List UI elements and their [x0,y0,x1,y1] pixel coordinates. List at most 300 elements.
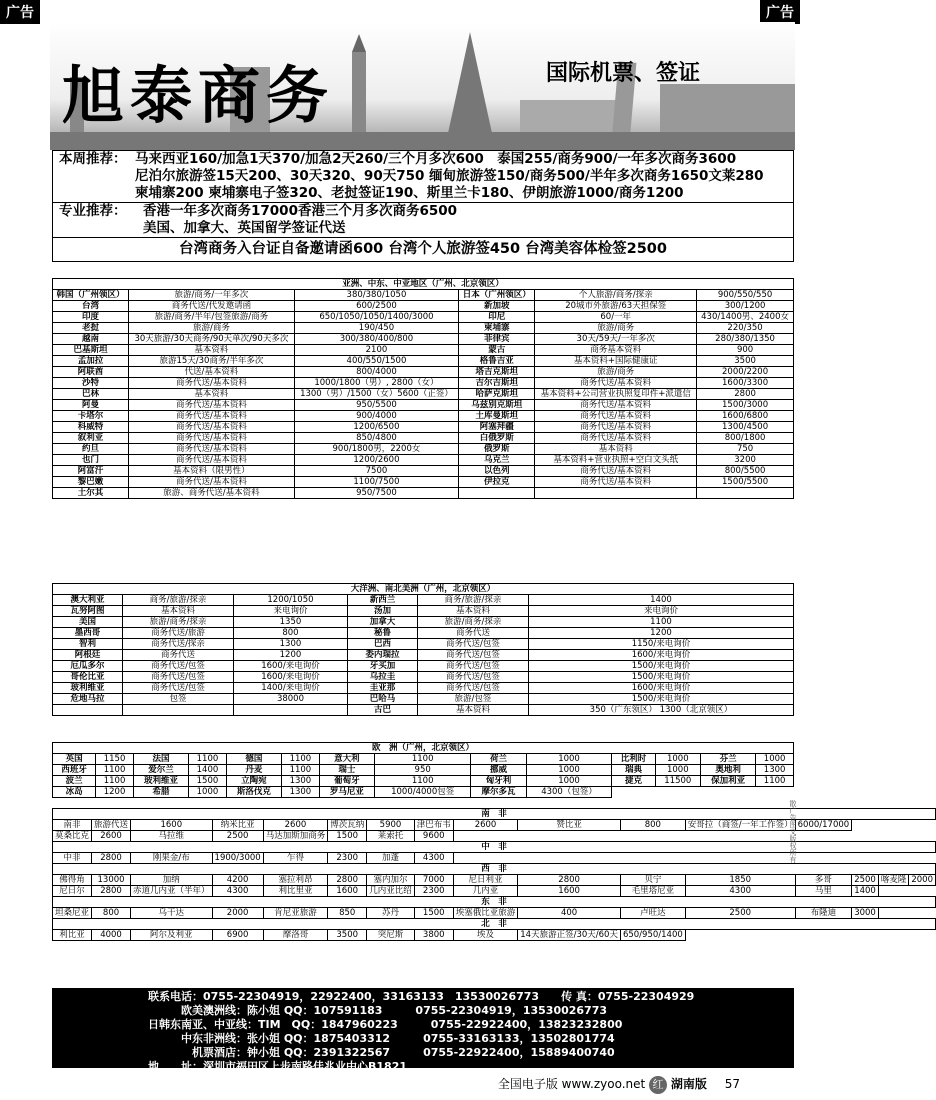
table-cell: 包签 [123,694,234,705]
table-cell: 马里 [795,886,852,897]
table-row [53,908,936,919]
table-row [53,345,794,356]
table-cell: 塔吉克斯坦 [459,367,535,378]
table-cell: 英国 [53,754,96,765]
table-cell: 1600/来电询价 [528,683,793,694]
table-cell: 商务代送/包签 [418,683,529,694]
table-row [53,606,794,617]
table-cell: 北 非 [53,919,936,930]
table-cell: 芬兰 [700,754,755,765]
table-cell: 800 [233,628,347,639]
table-cell: 1300（男）/1500（女）5600（正签） [294,389,458,400]
table-cell: 卢旺达 [620,908,685,919]
table-cell: 罗马尼亚 [319,787,374,798]
table-cell: 900/1800男，2200女 [294,444,458,455]
table-cell: 莱索托 [367,831,415,842]
table-cell: 1300 [233,639,347,650]
table-cell: 商务代送 [123,650,234,661]
table-cell: 比利时 [612,754,655,765]
section-header [53,584,794,595]
table-cell: 1600/来电询价 [233,672,347,683]
table-cell [233,705,347,716]
table-cell: 3200 [697,455,794,466]
table-cell [697,488,794,499]
table-row [53,787,794,798]
table-cell: 商务代送/包签 [418,661,529,672]
table-cell: 旅游15天/30商务/半年多次 [129,356,295,367]
table-cell: 基本资料 [418,606,529,617]
table-cell: 2300 [328,853,367,864]
table-cell: 伊拉克 [459,477,535,488]
table-cell: 1400 [189,765,227,776]
table-cell: 利比里亚 [263,886,328,897]
table-cell: 1600/来电询价 [233,661,347,672]
table-cell: 吉尔吉斯坦 [459,378,535,389]
table-cell: 布隆迪 [795,908,852,919]
table-cell: 委内瑞拉 [347,650,417,661]
table-cell [459,488,535,499]
table-cell: 新加坡 [459,301,535,312]
table-row [53,444,794,455]
table-cell: 尼日尔 [53,886,92,897]
table-cell: 900/550/550 [697,290,794,301]
table-cell: 旅游/商务 [535,323,697,334]
table-cell: 塞内加尔 [367,875,415,886]
table-row [53,455,794,466]
table-row [53,661,794,672]
promo-box [52,150,794,262]
table-cell: 1000/4000包签 [374,787,470,798]
table-cell: 2600 [453,820,518,831]
table-cell: 800/5500 [697,466,794,477]
table-cell: 14天旅游正签/30天/60天 [518,930,621,941]
table-cell: 加纳 [131,875,213,886]
table-cell: 1100 [96,765,134,776]
table-cell: 乍得 [263,853,328,864]
table-cell: 瑞典 [612,765,655,776]
table-cell: 巴哈马 [347,694,417,705]
table-cell: 1200 [96,787,134,798]
table-cell: 商务/旅游/探亲 [418,595,529,606]
table-cell: 阿根廷 [53,650,123,661]
table-cell: 商务代送/基本资料 [129,411,295,422]
table-cell: 奥地利 [700,765,755,776]
table-cell: 爱尔兰 [133,765,188,776]
table-cell: 斯洛伐克 [226,787,281,798]
table-cell: 西 非 [53,864,936,875]
table-cell: 葡萄牙 [319,776,374,787]
table-row [53,389,794,400]
table-cell: 基本资料 [418,705,529,716]
table-cell: 古巴 [347,705,417,716]
table-cell: 旅游/包签 [418,694,529,705]
brand-title: 旭泰商务 [62,59,335,132]
table-cell: 安哥拉（商签/一年工作签） [685,820,795,831]
table-cell: 立陶宛 [226,776,281,787]
table-row [53,290,794,301]
table-cell: 德国 [226,754,281,765]
table-cell: 商务代送/探亲 [123,639,234,650]
table-cell: 孟加拉 [53,356,129,367]
table-cell: 商务代送 [418,628,529,639]
table-cell: 1350 [233,617,347,628]
table-cell: 基本资料+营业执照+空白文头纸 [535,455,697,466]
table-row [53,466,794,477]
table-cell: 1000 [655,754,700,765]
table-cell: 商务代送/包签 [418,650,529,661]
table-cell: 商务代送/基本资料 [535,400,697,411]
table-cell: 哈萨克斯坦 [459,389,535,400]
table-cell: 阿尔及利亚 [131,930,213,941]
table-cell: 中非 [53,853,92,864]
table-cell: 6000/17000 [795,820,852,831]
table-cell: 亚洲、中东、中亚地区（广州、北京领区） [53,279,794,290]
footer-line: 日韩东南亚、中亚线：TIM QQ：1847960223 0755-22922400，13823232800 [148,1018,623,1031]
table-cell: 加蓬 [367,853,415,864]
table-cell: 旅游/商务/探亲 [418,617,529,628]
table-cell: 欧 洲（广州，北京领区） [53,743,794,754]
table-row [53,705,794,716]
table-cell: 波兰 [53,776,96,787]
africa-table [52,808,936,941]
table-cell: 乌克兰 [459,455,535,466]
table-cell: 商务代送/基本资料 [129,378,295,389]
table-cell: 1200/1050 [233,595,347,606]
table-cell: 摩尔多瓦 [471,787,526,798]
table-row [53,595,794,606]
table-cell: 1600/3300 [697,378,794,389]
table-cell: 4300 [685,886,795,897]
table-cell: 38000 [233,694,347,705]
table-cell: 商务代送/包签 [418,639,529,650]
table-cell: 个人旅游/商务/探亲 [535,290,697,301]
table-cell: 菲律宾 [459,334,535,345]
table-row [53,312,794,323]
table-cell: 1400/来电询价 [233,683,347,694]
red-badge-icon: 红 [649,1076,667,1094]
table-cell: 1200 [233,650,347,661]
table-cell: 800/1800 [697,433,794,444]
table-row [53,411,794,422]
table-cell: 几内亚比绍 [367,886,415,897]
table-row [53,875,936,886]
table-cell: 350（广东领区） 1300（北京领区） [528,705,793,716]
table-row [53,617,794,628]
table-cell: 美国 [53,617,123,628]
table-cell: 赞比亚 [518,820,621,831]
table-cell: 6900 [212,930,263,941]
table-cell: 新西兰 [347,595,417,606]
table-cell: 1500/来电询价 [528,694,793,705]
table-cell: 220/350 [697,323,794,334]
table-cell: 13000 [92,875,131,886]
table-cell: 1100/7500 [294,477,458,488]
table-cell: 赤道几内亚（半年） [131,886,213,897]
table-cell: 旅游/商务 [129,323,295,334]
table-cell: 尼日利亚 [453,875,518,886]
table-cell: 印度 [53,312,129,323]
table-cell: 保加利亚 [700,776,755,787]
table-cell: 旅游、商务代送/基本资料 [129,488,295,499]
pro-line: 美国、加拿大、英国留学签证代送 [143,220,346,236]
table-cell: 1000 [189,787,227,798]
table-cell: 莫桑比克 [53,831,92,842]
table-cell: 380/380/1050 [294,290,458,301]
table-cell: 来电询价 [233,606,347,617]
edition-label: 湖南版 [670,1077,707,1091]
table-cell: 纳米比亚 [212,820,263,831]
ad-label-right: 广告 [760,0,800,24]
table-cell: 9600 [414,831,453,842]
table-cell: 白俄罗斯 [459,433,535,444]
table-cell: 1100 [189,754,227,765]
table-row [53,886,936,897]
table-row [53,776,794,787]
table-cell: 荷兰 [471,754,526,765]
table-cell: 喀麦隆 [878,875,909,886]
table-row [53,356,794,367]
table-cell: 1500/3000 [697,400,794,411]
table-cell: 1100 [282,754,320,765]
table-cell: 冰岛 [53,787,96,798]
table-cell: 多哥 [795,875,852,886]
table-cell: 商务代送/包签 [123,672,234,683]
table-cell: 2000 [909,875,936,886]
table-cell: 阿富汗 [53,466,129,477]
section-header [53,864,936,875]
table-cell: 7000 [414,875,453,886]
table-cell: 1600 [518,886,621,897]
table-cell: 650/950/1400 [620,930,685,941]
table-cell: 马拉维 [131,831,213,842]
table-cell: 东 非 [53,897,936,908]
table-row [53,754,794,765]
asia-table [52,278,794,499]
table-cell: 1150/来电询价 [528,639,793,650]
table-cell: 基本资料 [129,345,295,356]
table-cell: 台湾 [53,301,129,312]
contact-footer [52,988,794,1073]
table-cell: 800 [620,820,685,831]
table-cell: 850/4800 [294,433,458,444]
table-cell: 科威特 [53,422,129,433]
table-cell: 950/5500 [294,400,458,411]
table-cell: 苏丹 [367,908,415,919]
table-cell: 1900/3000 [212,853,263,864]
table-cell: 巴林 [53,389,129,400]
table-cell: 2300 [414,886,453,897]
table-cell: 850 [328,908,367,919]
section-header [53,919,936,930]
table-cell: 阿联酋 [53,367,129,378]
table-cell: 1400 [528,595,793,606]
table-cell: 基本资料（限男性） [129,466,295,477]
table-cell: 商务代送/代发邀请函 [129,301,295,312]
weekly-line: 柬埔寨200 柬埔寨电子签320、老挝签证190、斯里兰卡180、伊朗旅游1000/商务1200 [135,185,684,201]
table-row [53,683,794,694]
table-cell: 哥伦比亚 [53,672,123,683]
table-cell: 格鲁吉亚 [459,356,535,367]
side-note: 散广告图文版权所有 [789,800,797,863]
table-cell: 商务代送/包签 [418,672,529,683]
table-cell: 代送/基本资料 [129,367,295,378]
table-row [53,433,794,444]
table-cell: 旅游/商务/一年多次 [129,290,295,301]
table-cell: 马达加斯加商务 [263,831,328,842]
footer-line: 欧美澳洲线：陈小姐 QQ：107591183 0755-22304919，13530026773 [148,1004,608,1017]
table-cell: 3500 [697,356,794,367]
table-cell: 沙特 [53,378,129,389]
table-cell: 智利 [53,639,123,650]
table-cell: 4300（包签） [526,787,612,798]
table-cell: 希腊 [133,787,188,798]
section-header [53,809,936,820]
table-cell: 750 [697,444,794,455]
table-cell: 旅游/商务/探亲 [123,617,234,628]
table-cell: 商务代送/旅游 [123,628,234,639]
table-cell: 1850 [685,875,795,886]
table-cell: 1300 [282,776,320,787]
table-cell: 800 [92,908,131,919]
table-cell: 1400 [852,886,879,897]
table-cell: 1500 [414,908,453,919]
table-cell: 3800 [414,930,453,941]
table-cell: 津巴布韦 [414,820,453,831]
table-row [53,367,794,378]
page-number: 57 [724,1077,740,1091]
table-cell: 2100 [294,345,458,356]
weekly-line: 尼泊尔旅游签15天200、30天320、90天750 缅甸旅游签150/商务500/半年多次商务1650文莱280 [135,168,764,184]
table-cell: 埃塞俄比亚旅游 [453,908,518,919]
table-cell: 旅游/商务 [535,367,697,378]
table-cell: 1100 [96,776,134,787]
table-cell: 1100 [528,617,793,628]
table-cell: 3500 [328,930,367,941]
section-header [53,279,794,290]
table-cell: 巴西 [347,639,417,650]
table-cell: 2000 [212,908,263,919]
table-row [53,930,936,941]
table-cell: 1600 [328,886,367,897]
table-cell: 2500 [852,875,879,886]
table-cell: 阿曼 [53,400,129,411]
table-row [53,831,936,842]
table-cell: 印尼 [459,312,535,323]
table-cell: 3000 [852,908,879,919]
table-cell: 2800 [697,389,794,400]
table-cell: 突尼斯 [367,930,415,941]
table-cell: 毛里塔尼亚 [620,886,685,897]
table-cell: 5900 [367,820,415,831]
table-cell: 西班牙 [53,765,96,776]
table-cell: 1600 [131,820,213,831]
pro-label: 专业推荐： [59,203,127,219]
table-cell: 埃及 [453,930,518,941]
weekly-label: 本周推荐： [59,151,127,167]
table-cell: 基本资料 [535,444,697,455]
table-cell: 蒙古 [459,345,535,356]
table-cell: 玻利维亚 [133,776,188,787]
table-cell: 商务代送/基本资料 [129,400,295,411]
table-cell: 商务代送/基本资料 [129,433,295,444]
table-row [53,765,794,776]
table-cell: 1000 [526,765,612,776]
table-cell: 利比亚 [53,930,92,941]
table-cell: 1200/6500 [294,422,458,433]
table-cell: 1500/来电询价 [528,661,793,672]
table-cell: 商务代送/基本资料 [535,422,697,433]
table-cell: 商务代送/包签 [123,683,234,694]
table-cell: 2800 [92,853,131,864]
table-cell: 1500/来电询价 [528,672,793,683]
table-cell: 越南 [53,334,129,345]
table-cell: 950 [374,765,470,776]
table-cell: 约旦 [53,444,129,455]
table-cell: 乌兹别克斯坦 [459,400,535,411]
table-cell: 南非 [53,820,92,831]
table-cell: 商务代送/基本资料 [129,455,295,466]
taiwan-promo: 台湾商务入台证自备邀请函600 台湾个人旅游签450 台湾美容体检签2500 [179,241,667,257]
table-row [53,488,794,499]
table-cell: 1100 [374,754,470,765]
table-row [53,853,936,864]
slogan: 国际机票、签证 [546,60,701,86]
table-cell: 30天旅游/30天商务/90天单次/90天多次 [129,334,295,345]
table-cell: 墨西哥 [53,628,123,639]
table-cell: 韩国（广州领区） [53,290,129,301]
table-cell: 4200 [212,875,263,886]
table-cell: 巴基斯坦 [53,345,129,356]
table-cell: 土库曼斯坦 [459,411,535,422]
table-cell: 中 非 [53,842,936,853]
table-row [53,672,794,683]
table-cell: 瓦努阿图 [53,606,123,617]
table-cell: 肯尼亚旅游 [263,908,328,919]
footer-line: 联系电话：0755-22304919，22922400，33163133 13530026773 传 真：0755-22304929 [148,990,695,1003]
table-cell: 塞拉利昂 [263,875,328,886]
footer-line: 机票酒店：钟小姐 QQ：2391322567 0755-22922400，15889400740 [148,1046,615,1059]
table-cell: 400/550/1500 [294,356,458,367]
table-cell: 土尔其 [53,488,129,499]
table-cell: 澳大利亚 [53,595,123,606]
table-cell [535,488,697,499]
section-header [53,842,936,853]
table-cell: 300/380/400/800 [294,334,458,345]
table-cell: 坦桑尼亚 [53,908,92,919]
table-cell: 1000 [526,776,612,787]
table-cell: 商务/旅游/探亲 [123,595,234,606]
table-cell: 挪威 [471,765,526,776]
site-url[interactable]: 全国电子版 www.zyoo.net [497,1077,646,1091]
table-row [53,639,794,650]
table-cell: 基本资料+公司营业执照复印件+派遣信 [535,389,697,400]
table-cell: 20城市外旅游/63天担保签 [535,301,697,312]
table-cell: 瑞士 [319,765,374,776]
table-cell: 加拿大 [347,617,417,628]
table-cell: 南 非 [53,809,936,820]
table-row [53,334,794,345]
table-cell: 1000/1800（男）, 2800（女） [294,378,458,389]
table-row [53,422,794,433]
table-cell: 1500/5500 [697,477,794,488]
table-cell: 900 [697,345,794,356]
table-cell: 基本资料+国际健康证 [535,356,697,367]
table-cell: 800/4000 [294,367,458,378]
table-cell: 1300/4500 [697,422,794,433]
table-cell: 俄罗斯 [459,444,535,455]
table-cell: 牙买加 [347,661,417,672]
table-cell: 1000 [655,765,700,776]
